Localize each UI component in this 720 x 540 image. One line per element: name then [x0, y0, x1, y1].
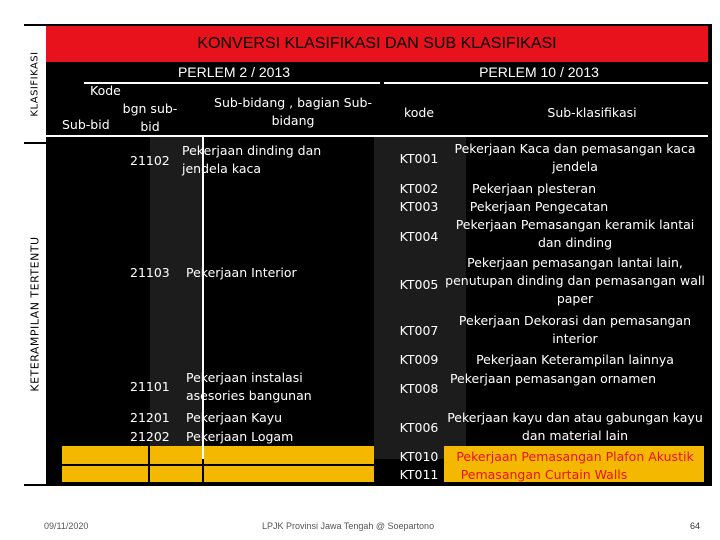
yellow-cell: [62, 446, 148, 464]
subklasifikasi-item: Pekerjaan Dekorasi dan pemasangan interior: [458, 313, 692, 346]
kt-code: KT008: [399, 381, 439, 396]
subklasifikasi-item: Pekerjaan Pengecatan: [469, 199, 609, 214]
subklasifikasi-item: Pekerjaan Pemasangan Plafon Akustik: [456, 449, 694, 464]
kt-code: KT004: [399, 229, 439, 244]
kt-code: KT001: [399, 151, 439, 166]
left-code: 21103: [130, 265, 170, 280]
yellow-cell: [62, 466, 148, 482]
subklasifikasi-item: Pekerjaan plesteran: [471, 181, 597, 196]
subklasifikasi-item: Pekerjaan pemasangan lantai lain, penutupan dinding dan pemasangan wall paper: [445, 255, 705, 306]
left-name: Pekerjaan dinding dan jendela kaca: [182, 143, 322, 176]
header-subklasifikasi: Sub-klasifikasi: [547, 105, 637, 120]
left-name: Pekerjaan Logam: [186, 429, 294, 444]
subklasifikasi-item: Pemasangan Curtain Walls: [460, 467, 628, 482]
subklasifikasi-item: Pekerjaan Keterampilan lainnya: [476, 352, 674, 367]
left-header: PERLEM 2 / 2013: [177, 64, 291, 80]
header-bgn-subbid: bgn sub-bid: [122, 101, 178, 134]
yellow-cell: [150, 446, 202, 464]
header-bottom-line: [46, 135, 708, 137]
side-label-top: KLASIFIKASI: [29, 51, 41, 117]
kt-code: KT007: [399, 323, 439, 338]
footer-date: 09/11/2020: [44, 521, 89, 531]
header-subbidang: Sub-bidang , bagian Sub-bidang: [214, 95, 372, 128]
footer-center: LPJK Provinsi Jawa Tengah @ Soepartono: [262, 521, 435, 531]
kt-code: KT009: [399, 352, 439, 367]
subklasifikasi-item: Pekerjaan pemasangan ornamen: [449, 371, 657, 386]
left-name: Pekerjaan Kayu: [186, 410, 283, 425]
kt-code: KT003: [399, 199, 439, 214]
left-code: 21202: [130, 429, 170, 444]
right-header-line: [384, 82, 708, 84]
subklasifikasi-item: Pekerjaan Kaca dan pemasangan kaca jendela: [454, 141, 696, 174]
side-label-main: KETERAMPILAN TERTENTU: [28, 236, 42, 392]
kt-code: KT002: [399, 181, 439, 196]
yellow-cell: [150, 466, 202, 482]
side-label-box-main: [24, 144, 46, 484]
kt-code: KT010: [399, 449, 439, 464]
page-title: KONVERSI KLASIFIKASI DAN SUB KLASIFIKASI: [46, 26, 708, 62]
left-code: 21102: [130, 153, 170, 168]
right-header: PERLEM 10 / 2013: [479, 64, 599, 80]
kt-code: KT005: [399, 277, 439, 292]
header-kode-right: kode: [403, 105, 435, 120]
side-label-box: [24, 26, 46, 142]
left-header-line: [84, 82, 380, 84]
left-code: 21101: [130, 379, 170, 394]
subklasifikasi-item: Pekerjaan Pemasangan keramik lantai dan dinding: [455, 217, 695, 250]
header-kode: Kode: [90, 83, 121, 98]
yellow-cell: [204, 446, 374, 464]
left-name: Pekerjaan instalasi asesories bangunan: [186, 370, 312, 403]
kt-code: KT011: [399, 467, 439, 482]
kt-code: KT006: [399, 420, 439, 435]
slide: [24, 24, 712, 486]
yellow-cell: [204, 466, 374, 482]
subklasifikasi-item: Pekerjaan kayu dan atau gabungan kayu dan material lain: [447, 410, 703, 443]
left-code: 21201: [130, 410, 170, 425]
footer-page-number: 64: [690, 521, 701, 531]
header-subbid: Sub-bid: [62, 117, 110, 132]
left-name: Pekerjaan Interior: [186, 265, 297, 280]
